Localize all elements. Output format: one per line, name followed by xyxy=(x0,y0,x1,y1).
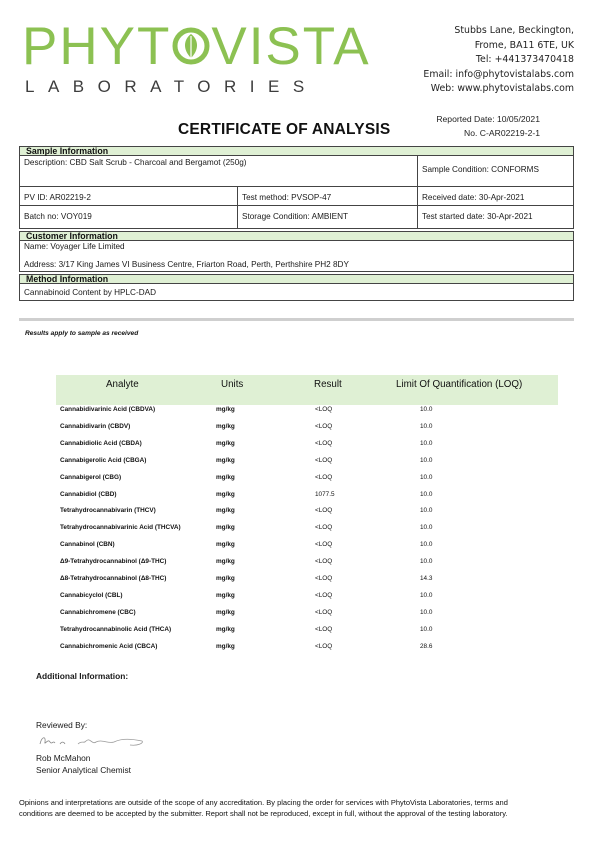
reviewed-by-label: Reviewed By: xyxy=(36,720,88,730)
loq-cell: 10.0 xyxy=(420,591,433,599)
sample-condition: Sample Condition: CONFORMS xyxy=(422,165,539,174)
analyte-cell: Tetrahydrocannabivarin (THCV) xyxy=(60,507,156,515)
sample-description-cell xyxy=(20,156,418,186)
test-method-cell xyxy=(238,187,418,205)
reviewer xyxy=(36,752,131,776)
loq-cell: 10.0 xyxy=(420,558,433,566)
batch-cell xyxy=(20,206,238,228)
loq-cell: 10.0 xyxy=(420,406,433,413)
units-cell: mg/kg xyxy=(216,439,235,447)
table-row xyxy=(60,457,540,474)
units-cell: mg/kg xyxy=(216,608,235,616)
pv-id: PV ID: AR02219-2 xyxy=(24,193,91,202)
units-cell: mg/kg xyxy=(216,456,235,464)
logo-text-left: PHYT xyxy=(22,17,172,76)
received-cell xyxy=(418,187,573,205)
method-info-cell xyxy=(20,284,573,300)
units-cell: mg/kg xyxy=(216,422,235,430)
loq-cell: 10.0 xyxy=(420,422,433,430)
units-cell: mg/kg xyxy=(216,507,235,515)
address-line-1: Stubbs Lane, Beckington, xyxy=(454,25,574,36)
loq-cell: 10.0 xyxy=(420,456,433,464)
loq-cell: 10.0 xyxy=(420,524,433,532)
table-row xyxy=(60,440,540,457)
table-row xyxy=(60,524,540,541)
storage-cell xyxy=(238,206,418,228)
reviewer-role: Senior Analytical Chemist xyxy=(36,765,131,775)
customer-address: Address: 3/17 King James VI Business Centre, Friarton Road, Perth, Perthshire PH2 8DY xyxy=(24,260,349,269)
storage-condition: Storage Condition: AMBIENT xyxy=(242,212,349,221)
analyte-cell: Cannabicyclol (CBL) xyxy=(60,591,123,599)
disclaimer: Opinions and interpretations are outside of the scope of any accreditation. By placing the order for services with PhytoVista Laboratories, terms and conditions are deemed to be accepted by the submitter. Report shall not be reproduced, except in full, without the approval of the testing laboratory. xyxy=(19,798,508,818)
customer-info-row xyxy=(19,241,574,272)
table-row xyxy=(60,575,540,592)
results-table-header xyxy=(56,375,558,405)
test-method: Test method: PVSOP-47 xyxy=(242,193,332,202)
customer-name: Name: Voyager Life Limited xyxy=(24,242,125,251)
sample-description: Description: CBD Salt Scrub - Charcoal and Bergamot (250g) xyxy=(24,158,247,167)
loq-cell: 28.6 xyxy=(420,642,433,650)
logo-subtitle: LABORATORIES xyxy=(25,77,318,96)
page-title: CERTIFICATE OF ANALYSIS xyxy=(178,121,391,138)
table-row xyxy=(60,558,540,575)
result-cell: <LOQ xyxy=(315,591,333,599)
customer-info-header: Customer Information xyxy=(19,231,574,241)
table-row xyxy=(60,592,540,609)
loq-cell: 10.0 xyxy=(420,473,433,481)
leaf-o-icon xyxy=(171,24,211,68)
table-row xyxy=(60,507,540,524)
table-row xyxy=(60,406,540,423)
report-info xyxy=(436,112,540,140)
loq-cell: 10.0 xyxy=(420,490,433,498)
loq-cell: 10.0 xyxy=(420,608,433,616)
report-number: No. C-AR02219-2-1 xyxy=(464,128,540,138)
units-cell: mg/kg xyxy=(216,406,235,413)
additional-information: Additional Information: xyxy=(36,671,129,681)
col-analyte: Analyte xyxy=(106,379,139,390)
result-cell: <LOQ xyxy=(315,541,333,549)
table-row xyxy=(60,474,540,491)
units-cell: mg/kg xyxy=(216,558,235,566)
results-note: Results apply to sample as received xyxy=(25,330,139,337)
analyte-cell: Cannabigerol (CBG) xyxy=(60,473,122,481)
table-row xyxy=(60,626,540,643)
units-cell: mg/kg xyxy=(216,490,235,498)
company-address xyxy=(423,24,574,97)
test-started-cell xyxy=(418,206,573,228)
analyte-cell: Cannabichromene (CBC) xyxy=(60,608,136,616)
table-row xyxy=(60,609,540,626)
units-cell: mg/kg xyxy=(216,541,235,549)
sample-info-header: Sample Information xyxy=(19,146,574,156)
result-cell: 1077.5 xyxy=(315,490,335,498)
analyte-cell: Cannabinol (CBN) xyxy=(60,541,115,549)
analyte-cell: Cannabidivarin (CBDV) xyxy=(60,422,131,430)
units-cell: mg/kg xyxy=(216,524,235,532)
method-value: Cannabinoid Content by HPLC-DAD xyxy=(24,288,156,297)
analyte-cell: Tetrahydrocannabinolic Acid (THCA) xyxy=(60,625,172,633)
units-cell: mg/kg xyxy=(216,625,235,633)
batch-number: Batch no: VOY019 xyxy=(24,212,92,221)
received-date: Received date: 30-Apr-2021 xyxy=(422,193,525,202)
method-info-header: Method Information xyxy=(19,274,574,284)
table-row xyxy=(60,643,540,660)
sample-batch-row xyxy=(19,206,574,229)
result-cell: <LOQ xyxy=(315,625,333,633)
reported-date: Reported Date: 10/05/2021 xyxy=(436,114,540,124)
loq-cell: 10.0 xyxy=(420,541,433,549)
loq-cell: 10.0 xyxy=(420,439,433,447)
table-row xyxy=(60,491,540,508)
address-line-2: Frome, BA11 6TE, UK xyxy=(474,39,574,51)
address-tel: Tel: +441373470418 xyxy=(475,54,574,66)
analyte-cell: Tetrahydrocannabivarinic Acid (THCVA) xyxy=(60,524,181,532)
analyte-cell: Cannabidiol (CBD) xyxy=(60,490,117,498)
units-cell: mg/kg xyxy=(216,473,235,481)
result-cell: <LOQ xyxy=(315,558,333,566)
analyte-cell: Cannabigerolic Acid (CBGA) xyxy=(60,456,147,464)
result-cell: <LOQ xyxy=(315,608,333,616)
result-cell: <LOQ xyxy=(315,642,333,650)
company-logo xyxy=(22,17,371,76)
result-cell: <LOQ xyxy=(315,473,333,481)
table-row xyxy=(60,423,540,440)
result-cell: <LOQ xyxy=(315,406,333,413)
test-started-date: Test started date: 30-Apr-2021 xyxy=(422,212,533,221)
result-cell: <LOQ xyxy=(315,456,333,464)
units-cell: mg/kg xyxy=(216,575,235,582)
handwritten-signature-icon xyxy=(38,732,148,750)
loq-cell: 10.0 xyxy=(420,507,433,515)
analyte-cell: Cannabidiolic Acid (CBDA) xyxy=(60,439,142,447)
address-web: Web: www.phytovistalabs.com xyxy=(430,83,574,95)
divider xyxy=(19,318,574,321)
sample-condition-cell xyxy=(418,156,573,186)
result-cell: <LOQ xyxy=(315,422,333,430)
sample-description-row xyxy=(19,156,574,187)
result-cell: <LOQ xyxy=(315,507,333,515)
customer-info-cell xyxy=(20,241,573,271)
units-cell: mg/kg xyxy=(216,642,235,650)
analyte-cell: Δ8-Tetrahydrocannabinol (Δ8-THC) xyxy=(60,575,167,582)
address-email: Email: info@phytovistalabs.com xyxy=(423,68,574,80)
method-info-row xyxy=(19,284,574,301)
analyte-cell: Δ9-Tetrahydrocannabinol (Δ9-THC) xyxy=(60,558,167,566)
col-result: Result xyxy=(314,379,342,390)
result-cell: <LOQ xyxy=(315,439,333,447)
loq-cell: 14.3 xyxy=(420,575,433,582)
sample-id-row xyxy=(19,187,574,206)
loq-cell: 10.0 xyxy=(420,625,433,633)
result-cell: <LOQ xyxy=(315,524,333,532)
col-units: Units xyxy=(221,379,244,390)
reviewer-name: Rob McMahon xyxy=(36,753,91,763)
units-cell: mg/kg xyxy=(216,591,235,599)
analyte-cell: Cannabidivarinic Acid (CBDVA) xyxy=(60,406,156,413)
table-row xyxy=(60,541,540,558)
analyte-cell: Cannabichromenic Acid (CBCA) xyxy=(60,642,158,650)
pv-id-cell xyxy=(20,187,238,205)
result-cell: <LOQ xyxy=(315,575,333,582)
logo-text-right: VISTA xyxy=(211,17,371,76)
col-loq: Limit Of Quantification (LOQ) xyxy=(396,379,523,390)
